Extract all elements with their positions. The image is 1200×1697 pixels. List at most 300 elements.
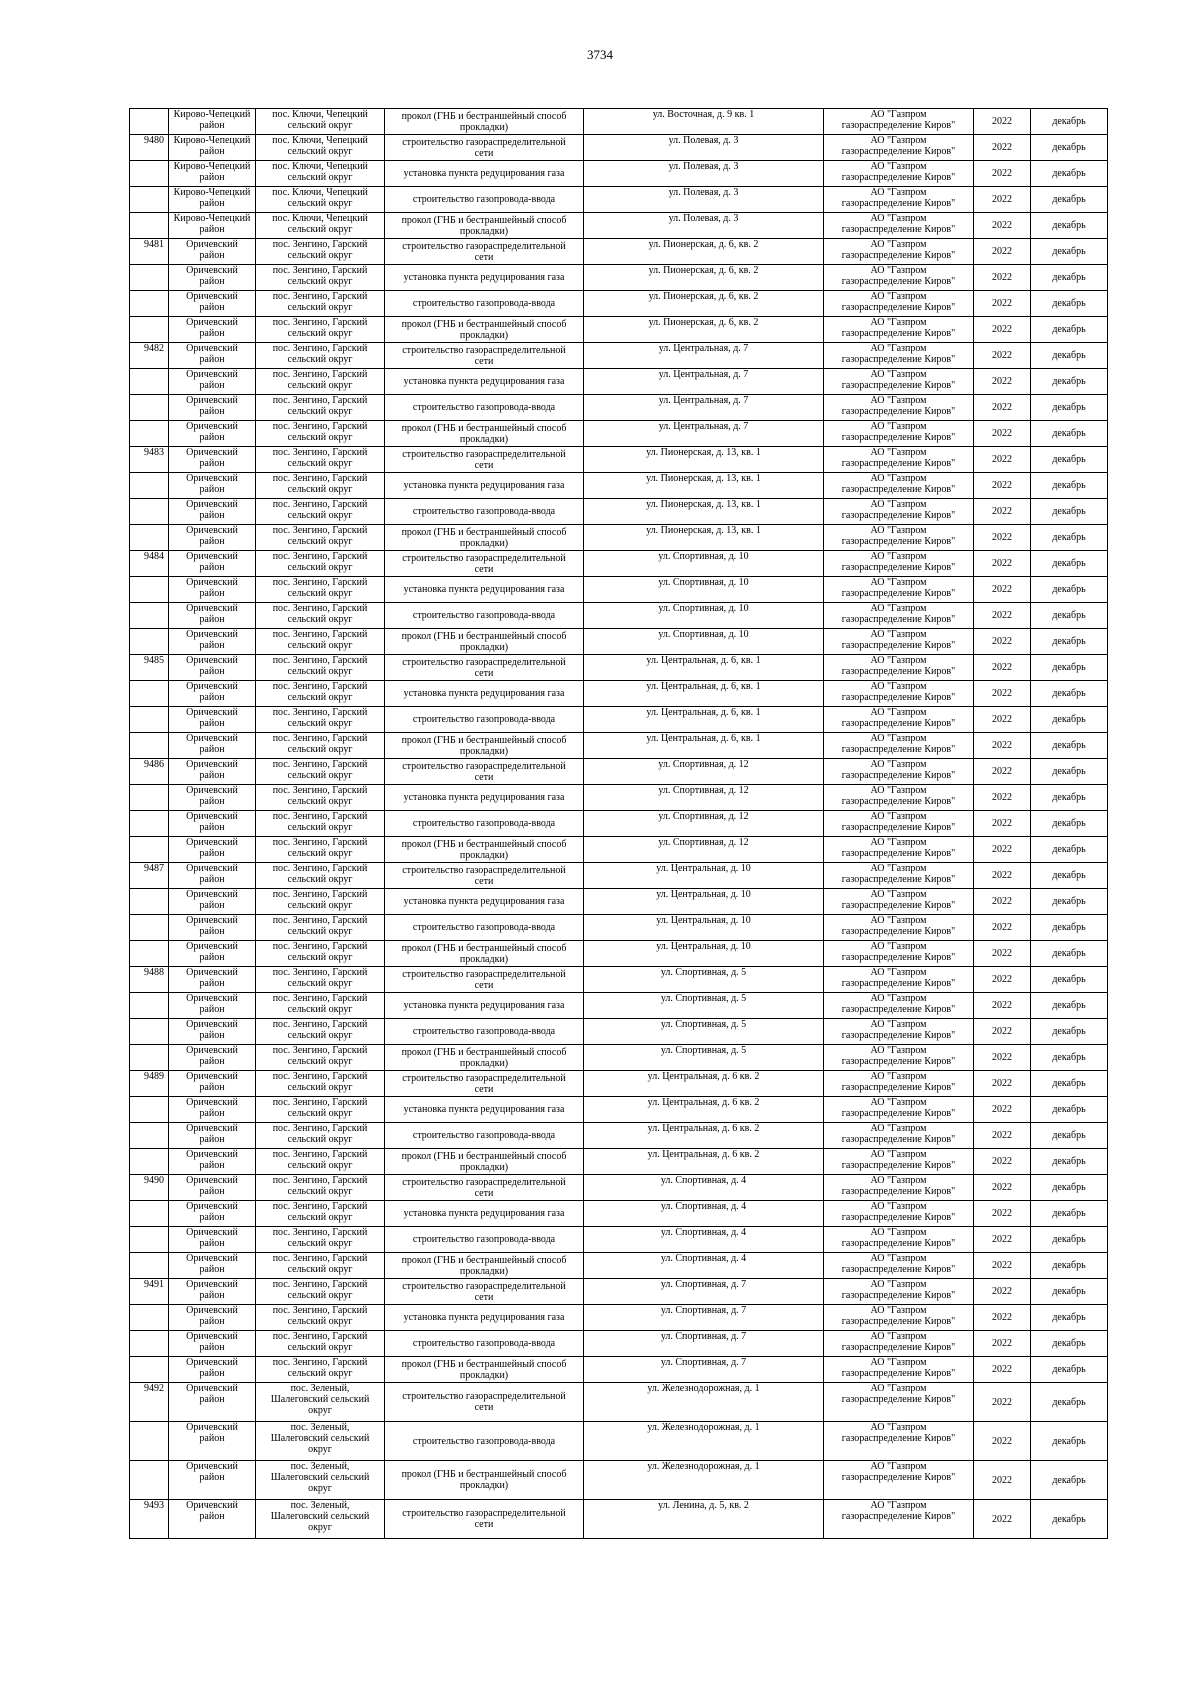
month-cell: декабрь: [1031, 1305, 1108, 1331]
row-number: 9487: [130, 863, 169, 889]
month-cell: декабрь: [1031, 629, 1108, 655]
settlement-cell: пос. Зенгино, Гарский сельский округ: [256, 1097, 385, 1123]
settlement-cell: пос. Зенгино, Гарский сельский округ: [256, 1279, 385, 1305]
district-cell: Кирово-Чепецкий район: [169, 109, 256, 135]
year-cell: 2022: [974, 577, 1031, 603]
month-cell: декабрь: [1031, 655, 1108, 681]
work-type-cell: строительство газораспределительной сети: [385, 1279, 584, 1305]
district-cell: Оричевский район: [169, 473, 256, 499]
organization-cell: АО "Газпром газораспределение Киров": [824, 1357, 974, 1383]
organization-cell: АО "Газпром газораспределение Киров": [824, 187, 974, 213]
month-cell: декабрь: [1031, 395, 1108, 421]
row-number: [130, 707, 169, 733]
year-cell: 2022: [974, 395, 1031, 421]
row-number: [130, 1123, 169, 1149]
district-cell: Оричевский район: [169, 291, 256, 317]
settlement-cell: пос. Зеленый, Шалеговский сельский округ: [256, 1422, 385, 1461]
work-type-cell: установка пункта редуцирования газа: [385, 577, 584, 603]
settlement-cell: пос. Зенгино, Гарский сельский округ: [256, 941, 385, 967]
address-cell: ул. Спортивная, д. 4: [584, 1227, 824, 1253]
row-number: [130, 317, 169, 343]
work-type-cell: установка пункта редуцирования газа: [385, 265, 584, 291]
table-row: [130, 525, 1108, 551]
row-number: [130, 889, 169, 915]
table-row: [130, 109, 1108, 135]
organization-cell: АО "Газпром газораспределение Киров": [824, 1071, 974, 1097]
address-cell: ул. Спортивная, д. 7: [584, 1331, 824, 1357]
organization-cell: АО "Газпром газораспределение Киров": [824, 343, 974, 369]
row-number: [130, 369, 169, 395]
work-type-cell: строительство газопровода-ввода: [385, 707, 584, 733]
address-cell: ул. Полевая, д. 3: [584, 135, 824, 161]
year-cell: 2022: [974, 473, 1031, 499]
year-cell: 2022: [974, 447, 1031, 473]
work-type-cell: строительство газораспределительной сети: [385, 1071, 584, 1097]
month-cell: декабрь: [1031, 473, 1108, 499]
district-cell: Оричевский район: [169, 343, 256, 369]
settlement-cell: пос. Зенгино, Гарский сельский округ: [256, 1149, 385, 1175]
month-cell: декабрь: [1031, 1383, 1108, 1422]
district-cell: Оричевский район: [169, 317, 256, 343]
organization-cell: АО "Газпром газораспределение Киров": [824, 291, 974, 317]
organization-cell: АО "Газпром газораспределение Киров": [824, 941, 974, 967]
table-row: [130, 603, 1108, 629]
organization-cell: АО "Газпром газораспределение Киров": [824, 499, 974, 525]
row-number: [130, 395, 169, 421]
settlement-cell: пос. Зенгино, Гарский сельский округ: [256, 343, 385, 369]
month-cell: декабрь: [1031, 785, 1108, 811]
address-cell: ул. Центральная, д. 6 кв. 2: [584, 1149, 824, 1175]
settlement-cell: пос. Ключи, Чепецкий сельский округ: [256, 213, 385, 239]
work-type-cell: установка пункта редуцирования газа: [385, 889, 584, 915]
row-number: [130, 291, 169, 317]
work-type-cell: прокол (ГНБ и бестраншейный способ прокладки): [385, 317, 584, 343]
work-type-cell: строительство газопровода-ввода: [385, 1019, 584, 1045]
address-cell: ул. Спортивная, д. 5: [584, 993, 824, 1019]
settlement-cell: пос. Зенгино, Гарский сельский округ: [256, 863, 385, 889]
address-cell: ул. Спортивная, д. 5: [584, 967, 824, 993]
organization-cell: АО "Газпром газораспределение Киров": [824, 1175, 974, 1201]
district-cell: Оричевский район: [169, 1227, 256, 1253]
table-row: [130, 1123, 1108, 1149]
table-row: [130, 1331, 1108, 1357]
settlement-cell: пос. Ключи, Чепецкий сельский округ: [256, 109, 385, 135]
district-cell: Оричевский район: [169, 395, 256, 421]
district-cell: Оричевский район: [169, 603, 256, 629]
month-cell: декабрь: [1031, 967, 1108, 993]
month-cell: декабрь: [1031, 577, 1108, 603]
address-cell: ул. Центральная, д. 6, кв. 1: [584, 707, 824, 733]
organization-cell: АО "Газпром газораспределение Киров": [824, 889, 974, 915]
month-cell: декабрь: [1031, 1331, 1108, 1357]
row-number: [130, 681, 169, 707]
work-type-cell: строительство газопровода-ввода: [385, 1123, 584, 1149]
work-type-cell: строительство газораспределительной сети: [385, 1175, 584, 1201]
address-cell: ул. Спортивная, д. 12: [584, 837, 824, 863]
address-cell: ул. Спортивная, д. 12: [584, 811, 824, 837]
address-cell: ул. Центральная, д. 7: [584, 369, 824, 395]
address-cell: ул. Центральная, д. 10: [584, 941, 824, 967]
district-cell: Оричевский район: [169, 369, 256, 395]
settlement-cell: пос. Зеленый, Шалеговский сельский округ: [256, 1383, 385, 1422]
settlement-cell: пос. Ключи, Чепецкий сельский округ: [256, 187, 385, 213]
district-cell: Оричевский район: [169, 681, 256, 707]
row-number: [130, 1357, 169, 1383]
work-type-cell: прокол (ГНБ и бестраншейный способ прокладки): [385, 421, 584, 447]
year-cell: 2022: [974, 1045, 1031, 1071]
year-cell: 2022: [974, 265, 1031, 291]
month-cell: декабрь: [1031, 1201, 1108, 1227]
year-cell: 2022: [974, 1201, 1031, 1227]
address-cell: ул. Железнодорожная, д. 1: [584, 1422, 824, 1461]
month-cell: декабрь: [1031, 1279, 1108, 1305]
month-cell: декабрь: [1031, 941, 1108, 967]
work-type-cell: прокол (ГНБ и бестраншейный способ прокладки): [385, 1461, 584, 1500]
row-number: [130, 161, 169, 187]
settlement-cell: пос. Зенгино, Гарский сельский округ: [256, 291, 385, 317]
district-cell: Оричевский район: [169, 1123, 256, 1149]
work-type-cell: строительство газораспределительной сети: [385, 239, 584, 265]
year-cell: 2022: [974, 369, 1031, 395]
year-cell: 2022: [974, 785, 1031, 811]
month-cell: декабрь: [1031, 811, 1108, 837]
address-cell: ул. Спортивная, д. 5: [584, 1019, 824, 1045]
settlement-cell: пос. Зенгино, Гарский сельский округ: [256, 395, 385, 421]
organization-cell: АО "Газпром газораспределение Киров": [824, 265, 974, 291]
row-number: [130, 733, 169, 759]
organization-cell: АО "Газпром газораспределение Киров": [824, 213, 974, 239]
address-cell: ул. Спортивная, д. 4: [584, 1201, 824, 1227]
address-cell: ул. Пионерская, д. 13, кв. 1: [584, 499, 824, 525]
year-cell: 2022: [974, 1123, 1031, 1149]
year-cell: 2022: [974, 1357, 1031, 1383]
year-cell: 2022: [974, 681, 1031, 707]
table-row: [130, 187, 1108, 213]
work-type-cell: прокол (ГНБ и бестраншейный способ прокладки): [385, 1357, 584, 1383]
table-row: [130, 889, 1108, 915]
month-cell: декабрь: [1031, 603, 1108, 629]
district-cell: Кирово-Чепецкий район: [169, 187, 256, 213]
address-cell: ул. Центральная, д. 10: [584, 889, 824, 915]
district-cell: Оричевский район: [169, 967, 256, 993]
row-number: 9488: [130, 967, 169, 993]
work-type-cell: строительство газораспределительной сети: [385, 551, 584, 577]
organization-cell: АО "Газпром газораспределение Киров": [824, 863, 974, 889]
year-cell: 2022: [974, 863, 1031, 889]
table-row: [130, 473, 1108, 499]
organization-cell: АО "Газпром газораспределение Киров": [824, 577, 974, 603]
district-cell: Оричевский район: [169, 915, 256, 941]
settlement-cell: пос. Зенгино, Гарский сельский округ: [256, 681, 385, 707]
district-cell: Оричевский район: [169, 1253, 256, 1279]
row-number: [130, 1253, 169, 1279]
organization-cell: АО "Газпром газораспределение Киров": [824, 1422, 974, 1461]
district-cell: Оричевский район: [169, 1422, 256, 1461]
table-row: [130, 863, 1108, 889]
organization-cell: АО "Газпром газораспределение Киров": [824, 1331, 974, 1357]
work-type-cell: строительство газопровода-ввода: [385, 187, 584, 213]
work-type-cell: строительство газопровода-ввода: [385, 1227, 584, 1253]
row-number: [130, 1019, 169, 1045]
table-row: [130, 1461, 1108, 1500]
row-number: 9484: [130, 551, 169, 577]
settlement-cell: пос. Зенгино, Гарский сельский округ: [256, 1019, 385, 1045]
row-number: [130, 187, 169, 213]
table-row: [130, 1019, 1108, 1045]
organization-cell: АО "Газпром газораспределение Киров": [824, 655, 974, 681]
district-cell: Оричевский район: [169, 499, 256, 525]
work-type-cell: строительство газопровода-ввода: [385, 395, 584, 421]
work-type-cell: прокол (ГНБ и бестраншейный способ прокладки): [385, 941, 584, 967]
year-cell: 2022: [974, 837, 1031, 863]
settlement-cell: пос. Зенгино, Гарский сельский округ: [256, 603, 385, 629]
address-cell: ул. Центральная, д. 6, кв. 1: [584, 681, 824, 707]
settlement-cell: пос. Зенгино, Гарский сельский округ: [256, 785, 385, 811]
address-cell: ул. Спортивная, д. 4: [584, 1175, 824, 1201]
settlement-cell: пос. Зеленый, Шалеговский сельский округ: [256, 1461, 385, 1500]
address-cell: ул. Спортивная, д. 10: [584, 551, 824, 577]
organization-cell: АО "Газпром газораспределение Киров": [824, 317, 974, 343]
address-cell: ул. Полевая, д. 3: [584, 187, 824, 213]
work-type-cell: прокол (ГНБ и бестраншейный способ прокладки): [385, 733, 584, 759]
district-cell: Оричевский район: [169, 551, 256, 577]
work-type-cell: прокол (ГНБ и бестраншейный способ прокладки): [385, 1045, 584, 1071]
month-cell: декабрь: [1031, 759, 1108, 785]
work-type-cell: установка пункта редуцирования газа: [385, 1305, 584, 1331]
district-cell: Оричевский район: [169, 837, 256, 863]
year-cell: 2022: [974, 109, 1031, 135]
organization-cell: АО "Газпром газораспределение Киров": [824, 369, 974, 395]
district-cell: Кирово-Чепецкий район: [169, 213, 256, 239]
address-cell: ул. Спортивная, д. 7: [584, 1357, 824, 1383]
month-cell: декабрь: [1031, 1227, 1108, 1253]
settlement-cell: пос. Зенгино, Гарский сельский округ: [256, 421, 385, 447]
work-type-cell: строительство газораспределительной сети: [385, 343, 584, 369]
table-row: [130, 759, 1108, 785]
organization-cell: АО "Газпром газораспределение Киров": [824, 421, 974, 447]
address-cell: ул. Пионерская, д. 13, кв. 1: [584, 447, 824, 473]
month-cell: декабрь: [1031, 213, 1108, 239]
row-number: [130, 1045, 169, 1071]
year-cell: 2022: [974, 135, 1031, 161]
address-cell: ул. Центральная, д. 7: [584, 343, 824, 369]
row-number: [130, 811, 169, 837]
district-cell: Оричевский район: [169, 239, 256, 265]
table-row: [130, 993, 1108, 1019]
row-number: [130, 1227, 169, 1253]
address-cell: ул. Центральная, д. 10: [584, 863, 824, 889]
settlement-cell: пос. Зенгино, Гарский сельский округ: [256, 1227, 385, 1253]
table-row: [130, 1097, 1108, 1123]
month-cell: декабрь: [1031, 1500, 1108, 1539]
work-type-cell: прокол (ГНБ и бестраншейный способ прокладки): [385, 1149, 584, 1175]
address-cell: ул. Железнодорожная, д. 1: [584, 1383, 824, 1422]
district-cell: Оричевский район: [169, 1357, 256, 1383]
year-cell: 2022: [974, 993, 1031, 1019]
district-cell: Оричевский район: [169, 993, 256, 1019]
organization-cell: АО "Газпром газораспределение Киров": [824, 109, 974, 135]
settlement-cell: пос. Зенгино, Гарский сельский округ: [256, 655, 385, 681]
address-cell: ул. Спортивная, д. 12: [584, 759, 824, 785]
district-cell: Оричевский район: [169, 759, 256, 785]
year-cell: 2022: [974, 1253, 1031, 1279]
address-cell: ул. Центральная, д. 6 кв. 2: [584, 1071, 824, 1097]
district-cell: Кирово-Чепецкий район: [169, 161, 256, 187]
year-cell: 2022: [974, 1331, 1031, 1357]
settlement-cell: пос. Зенгино, Гарский сельский округ: [256, 239, 385, 265]
year-cell: 2022: [974, 1422, 1031, 1461]
settlement-cell: пос. Зенгино, Гарский сельский округ: [256, 1305, 385, 1331]
year-cell: 2022: [974, 941, 1031, 967]
month-cell: декабрь: [1031, 421, 1108, 447]
district-cell: Оричевский район: [169, 707, 256, 733]
month-cell: декабрь: [1031, 369, 1108, 395]
work-type-cell: строительство газораспределительной сети: [385, 1500, 584, 1539]
address-cell: ул. Спортивная, д. 7: [584, 1279, 824, 1305]
work-type-cell: строительство газопровода-ввода: [385, 1331, 584, 1357]
table-row: [130, 369, 1108, 395]
district-cell: Кирово-Чепецкий район: [169, 135, 256, 161]
year-cell: 2022: [974, 889, 1031, 915]
district-cell: Оричевский район: [169, 1149, 256, 1175]
district-cell: Оричевский район: [169, 1383, 256, 1422]
district-cell: Оричевский район: [169, 1201, 256, 1227]
table-row: [130, 1383, 1108, 1422]
year-cell: 2022: [974, 317, 1031, 343]
row-number: 9485: [130, 655, 169, 681]
address-cell: ул. Пионерская, д. 6, кв. 2: [584, 239, 824, 265]
work-type-cell: строительство газораспределительной сети: [385, 1383, 584, 1422]
table-row: [130, 499, 1108, 525]
settlement-cell: пос. Зенгино, Гарский сельский округ: [256, 1201, 385, 1227]
row-number: 9486: [130, 759, 169, 785]
table-row: [130, 395, 1108, 421]
table-row: [130, 1045, 1108, 1071]
row-number: 9483: [130, 447, 169, 473]
work-type-cell: установка пункта редуцирования газа: [385, 369, 584, 395]
organization-cell: АО "Газпром газораспределение Киров": [824, 915, 974, 941]
address-cell: ул. Центральная, д. 6 кв. 2: [584, 1097, 824, 1123]
organization-cell: АО "Газпром газораспределение Киров": [824, 837, 974, 863]
month-cell: декабрь: [1031, 1422, 1108, 1461]
row-number: [130, 109, 169, 135]
district-cell: Оричевский район: [169, 1331, 256, 1357]
month-cell: декабрь: [1031, 109, 1108, 135]
work-type-cell: строительство газопровода-ввода: [385, 915, 584, 941]
organization-cell: АО "Газпром газораспределение Киров": [824, 967, 974, 993]
table-row: [130, 707, 1108, 733]
year-cell: 2022: [974, 733, 1031, 759]
table-row: [130, 1175, 1108, 1201]
organization-cell: АО "Газпром газораспределение Киров": [824, 395, 974, 421]
month-cell: декабрь: [1031, 551, 1108, 577]
month-cell: декабрь: [1031, 837, 1108, 863]
row-number: [130, 993, 169, 1019]
settlement-cell: пос. Зенгино, Гарский сельский округ: [256, 1071, 385, 1097]
work-type-cell: прокол (ГНБ и бестраншейный способ прокладки): [385, 837, 584, 863]
settlement-cell: пос. Ключи, Чепецкий сельский округ: [256, 135, 385, 161]
settlement-cell: пос. Зенгино, Гарский сельский округ: [256, 551, 385, 577]
table-row: [130, 655, 1108, 681]
row-number: [130, 213, 169, 239]
table-row: [130, 447, 1108, 473]
address-cell: ул. Центральная, д. 6, кв. 1: [584, 655, 824, 681]
row-number: [130, 1149, 169, 1175]
year-cell: 2022: [974, 1071, 1031, 1097]
table-row: [130, 1500, 1108, 1539]
row-number: 9480: [130, 135, 169, 161]
organization-cell: АО "Газпром газораспределение Киров": [824, 239, 974, 265]
address-cell: ул. Пионерская, д. 6, кв. 2: [584, 265, 824, 291]
table-row: [130, 629, 1108, 655]
work-type-cell: строительство газораспределительной сети: [385, 863, 584, 889]
work-type-cell: установка пункта редуцирования газа: [385, 785, 584, 811]
year-cell: 2022: [974, 499, 1031, 525]
address-cell: ул. Восточная, д. 9 кв. 1: [584, 109, 824, 135]
organization-cell: АО "Газпром газораспределение Киров": [824, 603, 974, 629]
organization-cell: АО "Газпром газораспределение Киров": [824, 707, 974, 733]
month-cell: декабрь: [1031, 1253, 1108, 1279]
month-cell: декабрь: [1031, 499, 1108, 525]
month-cell: декабрь: [1031, 915, 1108, 941]
month-cell: декабрь: [1031, 889, 1108, 915]
address-cell: ул. Пионерская, д. 6, кв. 2: [584, 291, 824, 317]
row-number: [130, 525, 169, 551]
settlement-cell: пос. Зенгино, Гарский сельский округ: [256, 759, 385, 785]
district-cell: Оричевский район: [169, 629, 256, 655]
table-row: [130, 265, 1108, 291]
table-row: [130, 1279, 1108, 1305]
work-type-cell: прокол (ГНБ и бестраншейный способ прокладки): [385, 109, 584, 135]
table-row: [130, 317, 1108, 343]
row-number: [130, 473, 169, 499]
month-cell: декабрь: [1031, 187, 1108, 213]
district-cell: Оричевский район: [169, 889, 256, 915]
settlement-cell: пос. Зенгино, Гарский сельский округ: [256, 811, 385, 837]
row-number: [130, 1422, 169, 1461]
settlement-cell: пос. Зенгино, Гарский сельский округ: [256, 837, 385, 863]
year-cell: 2022: [974, 811, 1031, 837]
address-cell: ул. Железнодорожная, д. 1: [584, 1461, 824, 1500]
table-row: [130, 811, 1108, 837]
table-row: [130, 1357, 1108, 1383]
row-number: [130, 1305, 169, 1331]
year-cell: 2022: [974, 967, 1031, 993]
row-number: 9491: [130, 1279, 169, 1305]
settlement-cell: пос. Зенгино, Гарский сельский округ: [256, 369, 385, 395]
work-type-cell: строительство газопровода-ввода: [385, 1422, 584, 1461]
table-body: [130, 109, 1108, 1539]
year-cell: 2022: [974, 187, 1031, 213]
row-number: [130, 499, 169, 525]
work-type-cell: строительство газопровода-ввода: [385, 499, 584, 525]
month-cell: декабрь: [1031, 733, 1108, 759]
settlement-cell: пос. Зенгино, Гарский сельский округ: [256, 733, 385, 759]
district-cell: Оричевский район: [169, 863, 256, 889]
row-number: [130, 837, 169, 863]
settlement-cell: пос. Зенгино, Гарский сельский округ: [256, 1045, 385, 1071]
settlement-cell: пос. Зенгино, Гарский сельский округ: [256, 1357, 385, 1383]
row-number: [130, 1097, 169, 1123]
year-cell: 2022: [974, 707, 1031, 733]
year-cell: 2022: [974, 655, 1031, 681]
table-row: [130, 1227, 1108, 1253]
row-number: [130, 265, 169, 291]
organization-cell: АО "Газпром газораспределение Киров": [824, 993, 974, 1019]
district-cell: Оричевский район: [169, 1019, 256, 1045]
organization-cell: АО "Газпром газораспределение Киров": [824, 759, 974, 785]
organization-cell: АО "Газпром газораспределение Киров": [824, 1253, 974, 1279]
